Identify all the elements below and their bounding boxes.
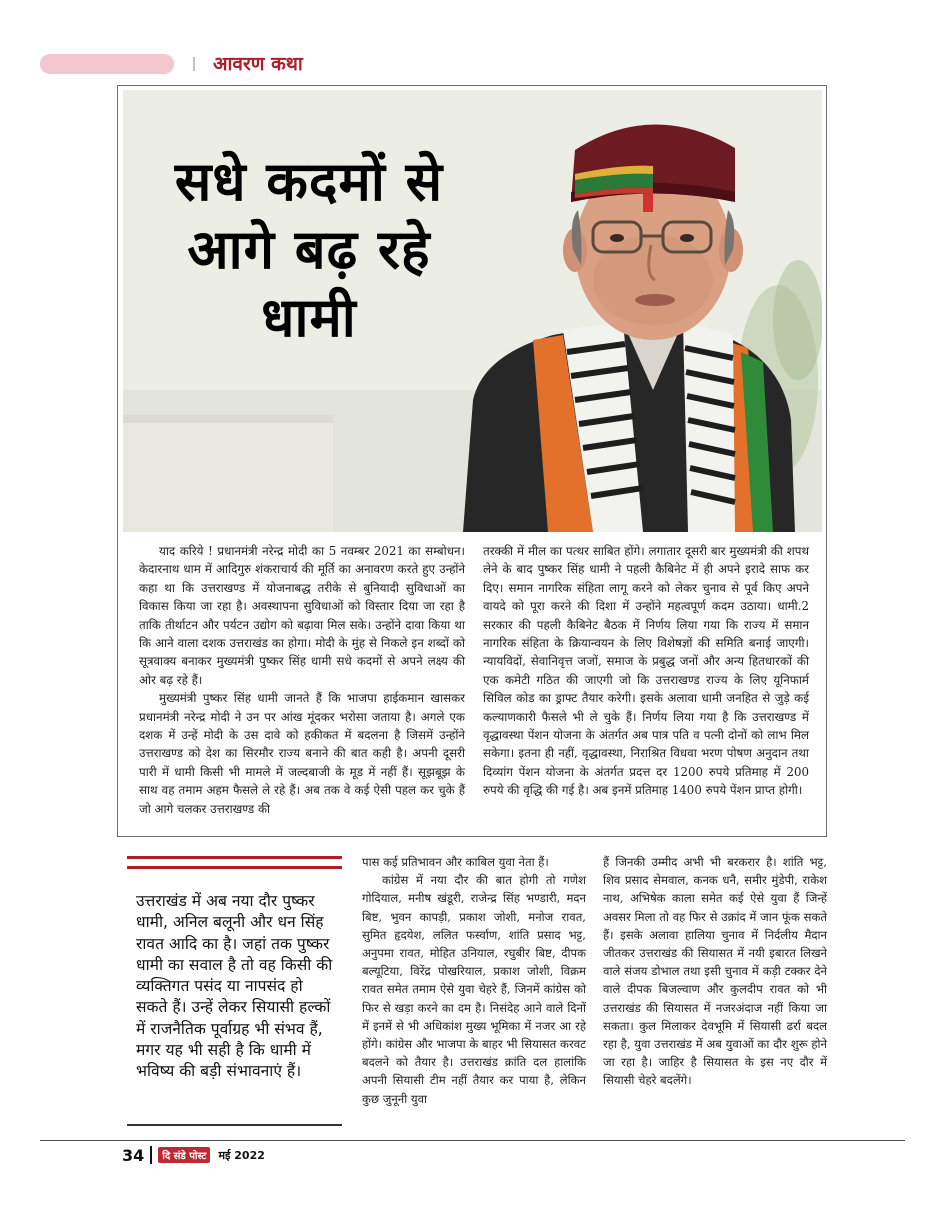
paragraph: मुख्यमंत्री पुष्कर सिंह धामी जानते हैं कि भाजपा हाईकमान खासकर प्रधानमंत्री नरेन्द्र मोदी ने उन पर आंख मूंदकर भरोसा जताया है। अगले एक दशक में उन्हें मोदी के उस दावे को हकीकत में बदलना है जिसमें उन्होंने उत्तराखण्ड को देश का सिरमौर राज्य बनाने की बात कही है। अपनी दूसरी पारी में धामी किसी भी मामले में जल्दबाजी के मूड में नहीं हैं। सूझबूझ के साथ वह तमाम अहम फैसले ले रहे हैं। अब तक वे कई ऐसी पहल कर चुके हैं जो आगे चलकर उत्तराखण्ड की [139, 691, 465, 816]
paragraph: तरक्की में मील का पत्थर साबित होंगे। लगातार दूसरी बार मुख्यमंत्री की शपथ लेने के बाद पुष्कर सिंह धामी ने पहली कैबिनेट में ही अपने इरादे साफ कर दिए। समान नागरिक संहिता लागू करने को लेकर चुनाव से पूर्व किए अपने वायदे को पूरा करने की दिशा में उन्होंने महत्वपूर्ण कदम उठाया। धामी.2 सरकार की पहली कैबिनेट बैठक में निर्णय लिया गया कि राज्य में समान नागरिक संहिता के क्रियान्वयन के लिए विशेषज्ञों की समिति बनाई जाएगी। न्यायविदों, सेवानिवृत्त जजों, समाज के प्रबुद्ध जनों और अन्य हितधारकों की एक कमेटी गठित की जाएगी जो कि उत्तराखण्ड राज्य के लिए यूनिफार्म सिविल कोड का ड्राफ्ट तैयार करेगी। इसके अलावा धामी जनहित से जुड़े कई कल्याणकारी फैसले भी ले चुके हैं। निर्णय लिया गया है कि उत्तराखण्ड में वृद्धावस्था पेंशन योजना के अंतर्गत अब पात्र पति व पत्नी दोनों को लाभ मिल सकेगा। इतना ही नहीं, वृद्धावस्था, निराश्रित विधवा भरण पोषण अनुदान तथा दिव्यांग पेंशन योजना के अंतर्गत प्रदत्त दर 1200 रुपये प्रतिमाह में 200 रुपये की वृद्धि की गई है। अब इनमें प्रतिमाह 1400 रुपये पेंशन प्राप्त होगी। [483, 544, 809, 798]
article-column-3 [362, 853, 586, 1108]
article-column-4 [603, 853, 827, 1090]
section-pill-decoration [40, 54, 174, 74]
pull-quote [127, 856, 342, 1228]
paragraph: हैं जिनकी उम्मीद अभी भी बरकरार है। शांति भट्ट, शिव प्रसाद सेमवाल, कनक धनै, समीर मुंडेपी, राकेश नाथ, अभिषेक काला समेत कई ऐसे युवा हैं जिन्हें अवसर मिला तो वह फिर से उक्रांद में जान फूंक सकते हैं। इसके अलावा हालिया चुनाव में निर्दलीय मैदान जीतकर उत्तराखंड की सियासत में नयी इबारत लिखने वाले संजय डोभाल तथा इसी चुनाव में कड़ी टक्कर देने वाले दीपक बिजल्वाण और कुलदीप रावत को भी उत्तराखंड की सियासत में नजरअंदाज नहीं किया जा सकता। कुल मिलाकर देवभूमि में सियासी ढर्रा बदल रहा है, युवा उत्तराखंड में अब युवाओं का दौर शुरू होने जा रहा है। जाहिर है सियासत के इस नए दौर में सियासी चेहरे बदलेंगे। [603, 855, 827, 1088]
pull-quote-text: उत्तराखंड में अब नया दौर पुष्कर धामी, अनिल बलूनी और धन सिंह रावत आदि का है। जहां तक पुष्कर धामी का सवाल है तो वह किसी की व्यक्तिगत पसंद या नापसंद हो सकते हैं। उन्हें लेकर सियासी हल्कों में राजनैतिक पूर्वाग्रह भी संभव हैं, मगर यह भी सही है कि धामी में भविष्य की बड़ी संभावनाएं हैं। [136, 892, 333, 1081]
hero-image [123, 90, 822, 532]
pull-quote-rule-top-second [127, 866, 342, 869]
headline: सधे कदमों से आगे बढ़ रहे धामी [174, 150, 444, 349]
footer [122, 1144, 265, 1166]
pull-quote-rule-bottom [127, 1124, 342, 1126]
paragraph: याद करिये ! प्रधानमंत्री नरेन्द्र मोदी का 5 नवम्बर 2021 का सम्बोधन। केदारनाथ धाम में आदिगुरु शंकराचार्य की मूर्ति का अनावरण करते हुए उन्होंने कहा था कि उत्तराखण्ड में योजनाबद्ध तरीके से बुनियादी सुविधाओं का विकास किया जा रहा है। अवस्थापना सुविधाओं को विस्तार दिया जा रहा है ताकि तीर्थाटन और पर्यटन उद्योग को बढ़ावा मिल सके। उन्होंने दावा किया था कि आने वाला दशक उत्तराखंड का होगा। मोदी के मुंह से निकले इन शब्दों को सूत्रवाक्य बनाकर मुख्यमंत्री पुष्कर सिंह धामी सधे कदमों से अपने लक्ष्य की ओर बढ़ रहे हैं। [139, 544, 465, 687]
masthead-logo: दि संडे पोस्ट [158, 1147, 210, 1163]
article-column-2 [483, 542, 809, 800]
issue-date: मई 2022 [218, 1148, 265, 1162]
paragraph: पास कई प्रतिभावन और काबिल युवा नेता हैं। [362, 855, 549, 869]
article-column-1 [139, 542, 465, 818]
section-divider [193, 57, 195, 71]
footer-divider [150, 1146, 152, 1164]
section-label: आवरण कथा [213, 53, 303, 75]
page-number: 34 [122, 1145, 145, 1165]
paragraph: कांग्रेस में नया दौर की बात होगी तो गणेश गोदियाल, मनीष खंडूरी, राजेन्द्र सिंह भण्डारी, मदन बिष्ट, भुवन कापड़ी, प्रकाश जोशी, मनोज रावत, सुमित हृदयेश, ललित फर्स्वाण, शांति प्रसाद भट्ट, अनुपमा रावत, मोहित उनियाल, रघुबीर बिष्ट, दीपक बल्यूटिया, विरेंद्र पोखरियाल, प्रकाश जोशी, विक्रम रावत समेत तमाम ऐसे युवा चेहरे हैं, जिनमें कांग्रेस को फिर से खड़ा करने का दम है। निसंदेह आने वाले दिनों में इनमें से भी अधिकांश मुख्य भूमिका में नजर आ रहे होंगे। कांग्रेस और भाजपा के बाहर भी सियासत करवट बदलने को तैयार है। उत्तराखंड क्रांति दल हालांकि अपनी सियासी टीम नहीं तैयार कर पाया है, लेकिन कुछ जुनूनी युवा [362, 873, 586, 1106]
pull-quote-rule-top [127, 856, 342, 859]
footer-rule [40, 1140, 905, 1141]
